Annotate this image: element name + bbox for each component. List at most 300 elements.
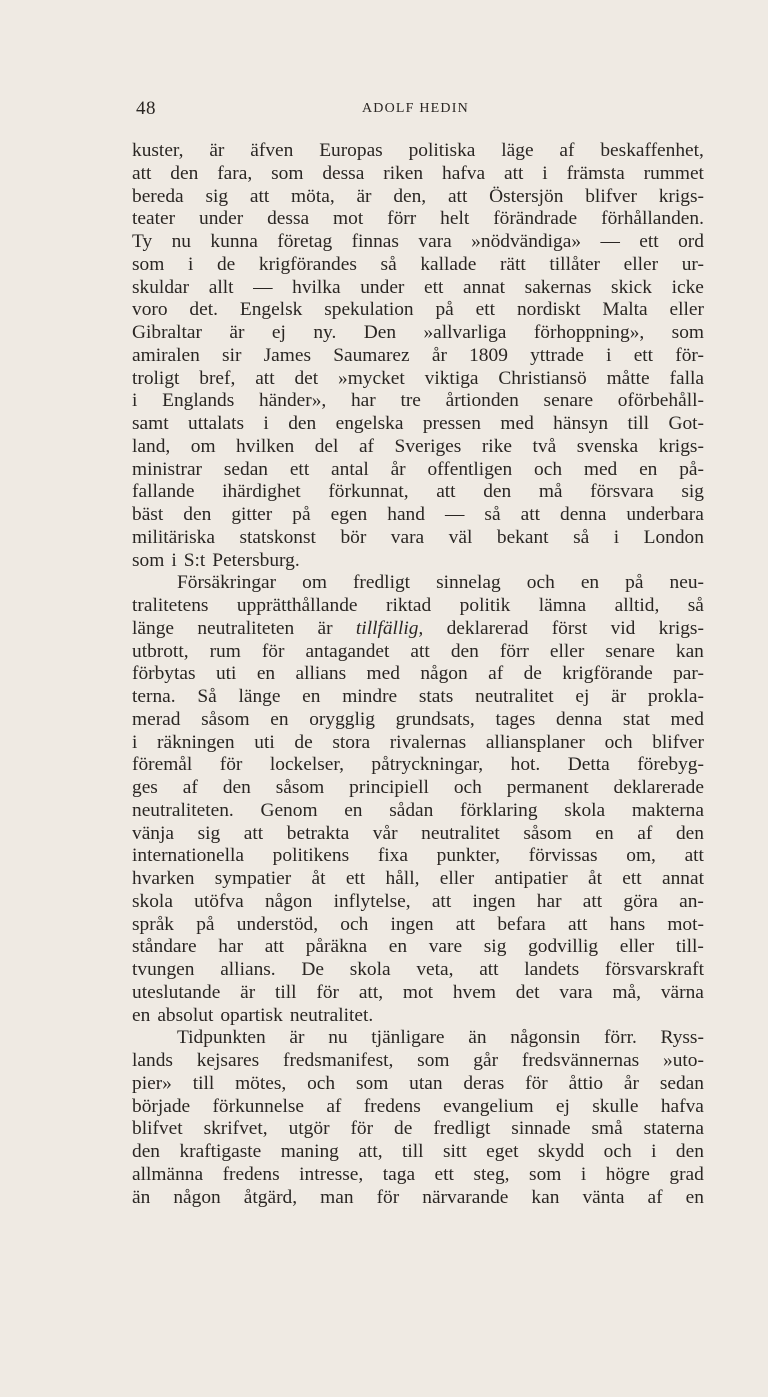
word: prokla- [647,686,704,707]
word: antagandet [305,640,390,662]
word: icke [671,276,704,298]
word: neutralitet. [289,1004,374,1026]
word: voro [132,299,168,321]
word: — [444,504,465,525]
text-line [132,1141,704,1164]
text-line [132,550,704,573]
word: en [595,822,614,844]
text-line [132,618,704,641]
text-line [132,1050,704,1073]
text-line [132,800,704,823]
word: är [611,686,627,707]
word: ett [345,868,366,889]
text-line [132,254,704,277]
word: en [344,799,363,821]
word: att [582,890,603,912]
word: ingen [390,913,434,935]
word: rivalernas [389,731,467,753]
word: S:t [183,549,206,571]
word: göra [623,890,658,912]
word: för [316,981,340,1003]
word: sig [483,936,507,958]
word: försvarskraft [604,959,704,980]
word: på [292,504,311,525]
word: pressen [422,413,481,434]
word: att [410,640,430,662]
word: stora [332,731,371,753]
word: beskaffenhet, [600,140,704,161]
word: teater [132,208,176,230]
word: kan [531,1186,560,1208]
word: dessa [322,162,365,184]
word: kallade [420,253,477,275]
word: påräkna [305,936,368,958]
text-line [132,754,704,777]
word: förr [387,208,417,230]
word: den [132,1141,160,1162]
word: neu- [669,572,704,594]
word: viktiga [424,367,479,389]
word: landets [524,959,580,980]
word: riktad [385,595,432,616]
text-line [132,163,704,186]
text-line [132,1164,704,1187]
word: af [358,435,375,457]
word: läge [501,140,534,161]
word: gitter [231,504,273,525]
word: grundsats, [395,708,475,730]
word: mot [333,208,364,230]
word: är [240,981,256,1003]
word: rike [481,435,512,457]
word: i [187,253,194,275]
word: skuldar [132,276,190,298]
word: krigförandes [258,253,357,275]
word: bereda [132,185,184,207]
word: och [604,731,633,753]
word: en [580,572,600,594]
word: om, [626,845,656,867]
text-line [132,732,704,755]
word: en [685,1186,704,1208]
word: för [219,754,243,776]
text-line [132,186,704,209]
word: blifvet [132,1118,183,1140]
word: skrifvet, [203,1118,268,1140]
word: att [479,959,499,980]
word: först [551,617,588,639]
word: har [350,390,376,412]
word: förhållanden. [601,208,704,230]
word: vare [428,936,463,958]
word: för [350,1118,374,1140]
word: skola [349,959,391,980]
word: antal [331,458,369,480]
text-line [132,504,704,527]
word: allmänna [132,1163,204,1185]
word: deklarerade [613,777,704,798]
word: lockelser, [269,754,344,776]
word: krigs- [658,617,704,639]
word: förr [499,640,529,662]
word: ur- [681,253,704,275]
word: någon [173,1186,221,1208]
word: till [402,1141,424,1162]
word: har [218,936,244,958]
word: riken [383,162,424,184]
word: tillfällig, [355,617,424,639]
word: ett [622,868,642,889]
word: mot- [667,913,704,935]
word: deklarerad [446,617,529,639]
word: på [435,299,454,321]
word: kuster, [132,140,184,161]
word: ett [424,276,444,298]
word: neutralitet [421,822,500,844]
word: försvara [590,481,654,503]
word: De [301,959,324,980]
text-line [132,277,704,300]
word: dessa [267,208,310,230]
word: Petersburg. [212,549,300,571]
word: år [431,344,447,366]
word: hot. [510,754,541,776]
word: företag [277,231,333,252]
text-line [132,868,704,891]
word: är [209,140,225,161]
word: Malta [602,299,648,321]
word: uteslutande [132,981,221,1003]
word: falla [669,367,704,389]
word: af [637,822,653,844]
word: små [591,1118,623,1140]
word: åtgärd, [243,1186,298,1208]
word: i [132,731,138,753]
word: att [243,822,264,844]
word: sig [197,822,221,844]
word: någonsin [510,1027,581,1049]
word: som [132,549,165,571]
word: underbara [626,504,704,525]
text-line [132,914,704,937]
word: förhoppning», [533,322,645,343]
word: de [523,663,542,685]
word: påtryckningar, [371,754,484,776]
word: för [376,1186,400,1208]
text-line [132,368,704,391]
word: den [170,162,199,184]
word: med [583,458,618,480]
word: tre [400,390,421,412]
word: Ty [132,231,153,252]
word: skydd [537,1141,585,1162]
word: veta, [416,959,454,980]
text-line [132,641,704,664]
word: stats [418,686,454,707]
word: Gibraltar [132,322,202,343]
word: såsom [275,777,325,798]
word: sitt [443,1141,467,1162]
word: högre [605,1163,650,1185]
word: i [542,162,548,184]
word: att, [358,1141,383,1162]
text-line [132,777,704,800]
word: ej [555,1095,570,1117]
text-line [132,436,704,459]
word: den [675,1141,704,1162]
word: eller [623,253,659,275]
word: att [264,936,285,958]
word: »nödvändiga» [471,231,582,252]
word: samt [132,413,169,434]
word: för [525,1072,548,1094]
word: kraftigaste [179,1141,262,1162]
word: finnas [351,231,399,252]
word: och [603,1141,632,1162]
word: den [222,777,251,798]
word: permanent [506,777,589,798]
word: alltid, [614,595,660,616]
text-line [132,413,704,436]
word: Så [197,686,217,707]
word: James [263,344,312,366]
word: förr. [603,1027,637,1049]
word: af [488,663,504,685]
word: eller [619,936,655,958]
word: bref, [199,367,236,389]
word: kan [675,640,704,662]
word: förändrade [493,208,578,230]
text-line [132,322,704,345]
word: ej [575,686,590,707]
word: militäriska [132,526,215,548]
text-line [132,823,704,846]
word: vår [372,822,398,844]
word: främsta [566,162,625,184]
word: som [671,322,704,343]
word: intresse, [299,1163,364,1185]
word: en [388,936,408,958]
word: går [473,1050,499,1071]
word: åttio [568,1072,604,1094]
text-line [132,1118,704,1141]
word: väl [448,526,473,548]
word: att [255,367,275,389]
word: »uto- [663,1050,704,1071]
word: Christiansö [498,367,587,389]
word: vara [390,526,425,548]
text-line [132,140,704,163]
word: Europas [319,140,383,161]
word: man [320,1186,354,1208]
word: så [380,253,397,275]
text-line [132,1005,704,1028]
word: ministrar [132,458,203,480]
word: den [675,822,704,844]
word: sedan [223,458,268,480]
word: en [256,663,276,685]
word: i [263,413,269,434]
word: oförbehåll- [617,390,704,412]
word: Englands [162,390,235,412]
word: Detta [567,754,610,776]
text-line [132,709,704,732]
word: är [317,617,333,639]
word: alliansplaner [485,731,585,753]
word: sir [222,344,242,366]
word: ihärdighet [222,481,301,503]
word: sakernas [524,276,592,298]
text-line [132,1096,704,1119]
word: neutraliteten. [132,799,234,821]
word: neutralitet [475,686,554,707]
word: denna [555,708,603,730]
word: om [190,435,216,457]
word: i [613,526,620,548]
word: bekant [496,526,549,548]
word: den [183,504,212,525]
text-line [132,936,704,959]
word: vid [610,617,636,639]
word: någon [264,890,313,912]
word: befara [497,913,546,935]
word: två [532,435,557,457]
word: håll, [385,868,420,889]
word: som [355,1072,389,1094]
word: Försäkringar [177,572,277,594]
word: vara [418,231,452,252]
word: hafva [442,162,486,184]
word: rummet [643,162,704,184]
word: med [670,708,704,730]
word: allt [208,276,234,298]
text-line [132,459,704,482]
text-line [132,595,704,618]
word: förklaring [460,799,538,821]
word: i [580,1163,587,1185]
text-line [132,231,704,254]
word: utan [409,1072,443,1094]
word: har [536,890,562,912]
word: nu [171,231,191,252]
word: och [307,1072,336,1094]
word: så [484,504,501,525]
word: blifver [652,731,704,753]
word: ges [132,777,158,798]
word: fallande [132,481,195,503]
word: politiska [408,140,476,161]
word: att, [358,981,384,1003]
word: kunna [210,231,258,252]
word: att [503,162,524,184]
word: Got- [668,413,704,434]
word: som [417,1050,450,1071]
word: den [483,481,512,503]
word: räkningen [157,731,235,753]
word: politik [459,595,511,616]
word: förbytas [132,663,196,685]
text-line [132,891,704,914]
word: åt [588,868,602,889]
word: värna [660,981,704,1003]
word: länge [238,686,281,707]
word: måtte [606,367,650,389]
word: den [450,640,479,662]
word: att [520,504,540,525]
word: ej [271,322,286,343]
word: af [559,140,575,161]
word: är [289,1027,305,1049]
word: i [606,344,612,366]
word: antipatier [494,868,568,889]
word: utöfva [194,890,244,912]
word: annat [463,276,506,298]
word: må [538,481,563,503]
word: sig [681,481,704,503]
word: egen [330,504,368,525]
text-line [132,845,704,868]
word: Engelsk [239,299,303,321]
word: lands [132,1050,173,1071]
body-text [132,140,704,1209]
word: till [275,981,297,1003]
word: Sveriges [394,435,462,457]
word: eller [439,868,475,889]
word: till [627,413,650,434]
word: ståndare [132,936,197,958]
word: de [394,1118,413,1140]
word: fredsvännernas [521,1050,640,1071]
word: Saumarez [333,344,410,366]
word: »allvarliga [423,322,507,343]
word: orygglig [309,708,375,730]
text-line [132,1073,704,1096]
word: eller [549,640,585,662]
word: hvem [452,981,496,1003]
word: en [270,708,289,730]
word: taga [382,1163,416,1185]
word: — [253,276,273,298]
word: den, [393,185,427,207]
word: rum [209,640,241,662]
word: att [684,845,704,867]
text-line [132,390,704,413]
word: bör [340,526,367,548]
word: ett [475,299,496,321]
word: språk [132,913,175,935]
word: Den [363,322,397,343]
word: att [568,913,588,935]
text-line [132,1187,704,1210]
word: politikens [272,845,350,867]
text-line [132,663,704,686]
word: det [515,981,540,1003]
word: senare [605,640,655,662]
word: möta, [291,185,335,207]
word: ord [678,231,704,252]
word: an- [679,890,704,912]
word: terna. [132,686,176,707]
word: pier» [132,1072,172,1094]
word: annat [661,868,704,889]
word: tjänligare [371,1027,445,1049]
word: opartisk [220,1004,283,1026]
word: någon [420,663,468,685]
word: under [199,208,244,230]
word: tralitetens [132,595,209,616]
word: del [314,435,339,457]
word: ingen [472,890,516,912]
